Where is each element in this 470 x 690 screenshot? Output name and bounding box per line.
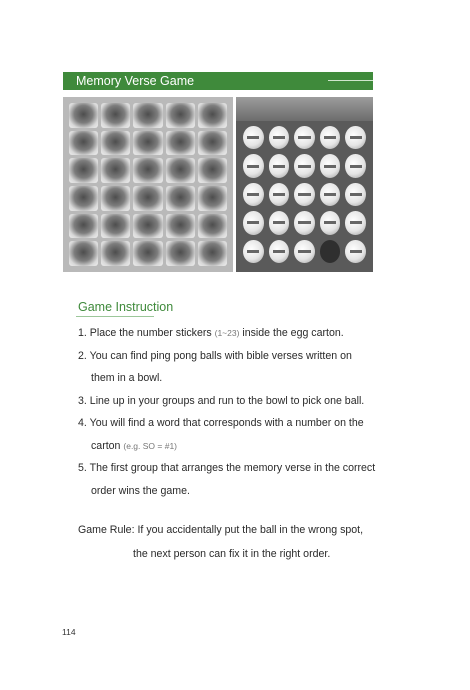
game-rule-label: Game Rule: bbox=[78, 524, 135, 536]
egg-carton-balls-photo bbox=[236, 97, 373, 272]
ping-pong-ball bbox=[243, 211, 264, 234]
carton-cup bbox=[69, 131, 98, 156]
egg-carton-empty-photo bbox=[63, 97, 233, 272]
ping-pong-ball bbox=[345, 126, 366, 149]
carton-cup bbox=[166, 241, 195, 266]
heading-underline bbox=[76, 316, 154, 317]
carton-cup bbox=[133, 103, 162, 128]
section-title-bar bbox=[63, 72, 373, 90]
carton-cup bbox=[198, 241, 227, 266]
ping-pong-ball bbox=[320, 126, 341, 149]
ping-pong-balls bbox=[242, 125, 367, 264]
instruction-heading: Game Instruction bbox=[78, 300, 174, 314]
carton-cup bbox=[101, 158, 130, 183]
ping-pong-ball bbox=[320, 154, 341, 177]
ping-pong-ball bbox=[294, 154, 315, 177]
carton-cup bbox=[69, 186, 98, 211]
game-rule-text: If you accidentally put the ball in the wrong spot, bbox=[137, 524, 364, 536]
carton-cup bbox=[101, 241, 130, 266]
list-item: 4. You will find a word that corresponds with a number on the bbox=[78, 417, 364, 429]
carton-lid bbox=[236, 97, 373, 121]
ping-pong-ball bbox=[294, 240, 315, 263]
carton-cup bbox=[133, 131, 162, 156]
ping-pong-ball bbox=[269, 183, 290, 206]
carton-cup bbox=[198, 158, 227, 183]
carton-cup bbox=[101, 186, 130, 211]
carton-cup bbox=[198, 131, 227, 156]
carton-cup bbox=[133, 186, 162, 211]
page-title: Memory Verse Game bbox=[76, 74, 195, 88]
carton-cup bbox=[133, 214, 162, 239]
list-item: 2. You can find ping pong balls with bible verses written on bbox=[78, 349, 352, 362]
list-item: 5. The first group that arranges the memory verse in the correct bbox=[78, 462, 376, 474]
ping-pong-ball bbox=[345, 154, 366, 177]
game-rule-continued: the next person can fix it in the right order. bbox=[133, 548, 331, 560]
game-rule bbox=[78, 524, 363, 536]
carton-cup bbox=[198, 214, 227, 239]
ping-pong-ball bbox=[243, 183, 264, 206]
ping-pong-ball bbox=[345, 240, 366, 263]
egg-carton-cups bbox=[69, 103, 227, 266]
carton-cup bbox=[133, 241, 162, 266]
ping-pong-ball bbox=[294, 126, 315, 149]
ping-pong-ball bbox=[243, 154, 264, 177]
page-number: 114 bbox=[62, 627, 76, 637]
carton-cup bbox=[133, 158, 162, 183]
ping-pong-ball bbox=[269, 126, 290, 149]
list-item: 1. Place the number stickers (1~23) inside the egg carton. bbox=[78, 327, 344, 339]
carton-cup bbox=[198, 186, 227, 211]
title-rule bbox=[328, 80, 373, 81]
list-item-continued: order wins the game. bbox=[91, 484, 190, 497]
ping-pong-ball bbox=[345, 211, 366, 234]
ping-pong-ball bbox=[269, 154, 290, 177]
ping-pong-ball bbox=[345, 183, 366, 206]
carton-cup bbox=[101, 103, 130, 128]
carton-cup bbox=[69, 214, 98, 239]
carton-cup bbox=[166, 103, 195, 128]
instruction-list bbox=[78, 322, 378, 502]
list-item-continued: carton (e.g. SO = #1) bbox=[91, 439, 178, 452]
carton-cup bbox=[69, 241, 98, 266]
carton-cup bbox=[69, 158, 98, 183]
ping-pong-ball bbox=[320, 211, 341, 234]
carton-cup bbox=[166, 158, 195, 183]
ping-pong-ball bbox=[320, 240, 341, 263]
ping-pong-ball bbox=[320, 183, 341, 206]
ping-pong-ball bbox=[294, 211, 315, 234]
carton-cup bbox=[69, 103, 98, 128]
ping-pong-ball bbox=[243, 240, 264, 263]
carton-cup bbox=[101, 214, 130, 239]
ping-pong-ball bbox=[269, 240, 290, 263]
ping-pong-ball bbox=[294, 183, 315, 206]
carton-cup bbox=[166, 214, 195, 239]
list-item-continued: them in a bowl. bbox=[91, 372, 163, 384]
ping-pong-ball bbox=[269, 211, 290, 234]
carton-cup bbox=[198, 103, 227, 128]
ping-pong-ball bbox=[243, 126, 264, 149]
carton-cup bbox=[101, 131, 130, 156]
carton-cup bbox=[166, 186, 195, 211]
list-item: 3. Line up in your groups and run to the bowl to pick one ball. bbox=[78, 394, 365, 407]
carton-cup bbox=[166, 131, 195, 156]
